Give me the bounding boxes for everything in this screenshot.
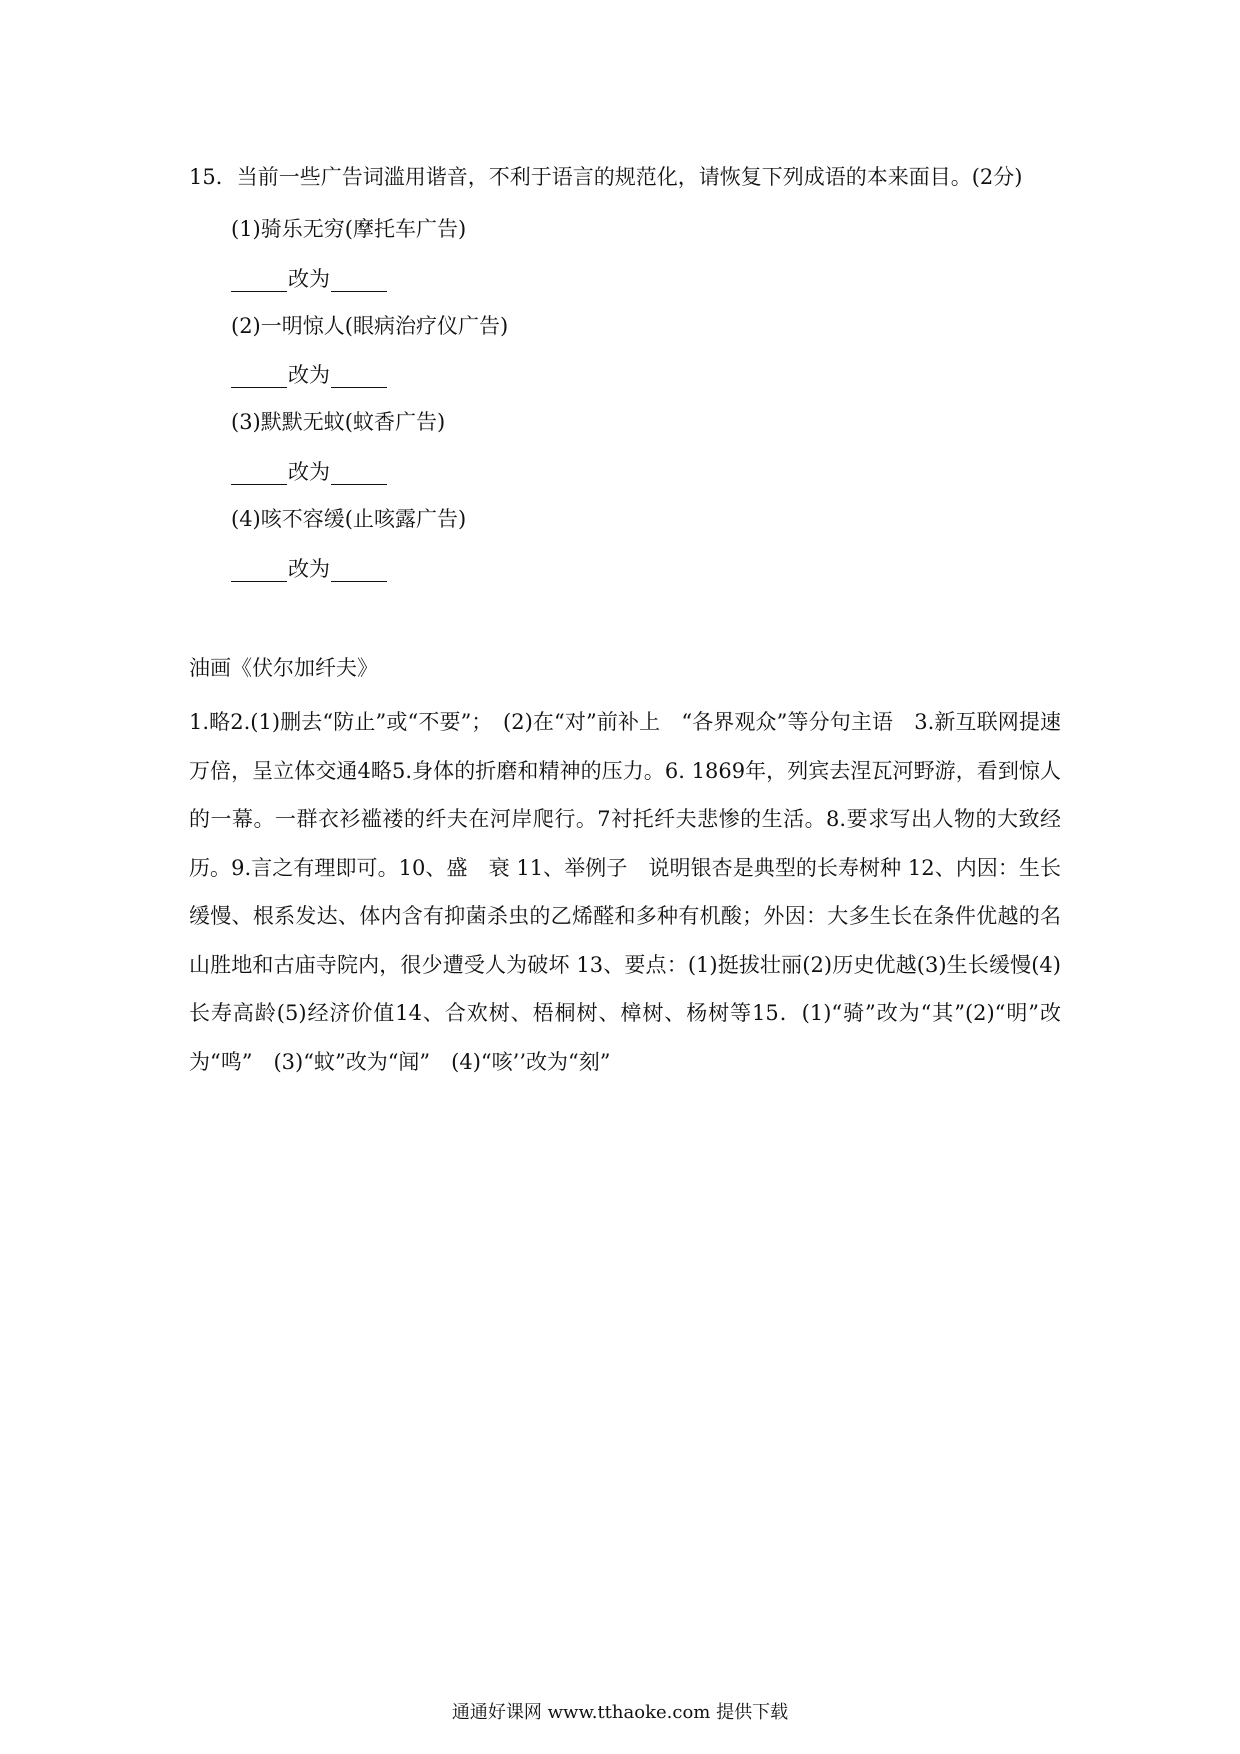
question-title: 15．当前一些广告词滥用谐音，不利于语言的规范化，请恢复下列成语的本来面目。(2分)	[189, 165, 1023, 189]
answer-blank-line-1	[231, 262, 387, 296]
answers-section-title: 油画《伏尔加纤夫》	[189, 656, 378, 680]
answer-blank-line-4	[231, 552, 387, 586]
change-word: 改为	[288, 460, 330, 484]
change-word: 改为	[288, 267, 330, 291]
question-item-2: (2)一明惊人(眼病治疗仪广告)	[231, 314, 509, 338]
blank-corrected	[331, 363, 387, 388]
answer-blank-line-3	[231, 455, 387, 489]
answer-key-paragraph: 1.略2.(1)删去“防止”或“不要”； (2)在“对”前补上 “各界观众”等分句主语 3.新互联网提速万倍，呈立体交通4略5.身体的折磨和精神的压力。6. 1869年，列宾去涅瓦河野游，看到惊人的一幕。一群衣衫褴褛的纤夫在河岸爬行。7衬托纤夫悲惨的生活。8.要求写出人物的大致经历。9.言之有理即可。10、盛 衰 11、举例子 说明银杏是典型的长寿树种 12、内因：生长缓慢、根系发达、体内含有抑菌杀虫的乙烯醛和多种有机酸；外因：大多生长在条件优越的名山胜地和古庙寺院内，很少遭受人为破坏 13、要点：(1)挺拔壮丽(2)历史优越(3)生长缓慢(4)长寿高龄(5)经济价值14、合欢树、梧桐树、樟树、杨树等15．(1)“骑”改为“其”(2)“明”改为“鸣” (3)“蚊”改为“闻” (4)“咳’’改为“刻”	[189, 710, 1061, 1074]
question-item-4: (4)咳不容缓(止咳露广告)	[231, 507, 467, 531]
blank-corrected	[331, 557, 387, 582]
blank-original	[231, 557, 287, 582]
blank-corrected	[331, 267, 387, 292]
blank-corrected	[331, 460, 387, 485]
blank-original	[231, 267, 287, 292]
question-item-3: (3)默默无蚊(蚊香广告)	[231, 410, 446, 434]
change-word: 改为	[288, 557, 330, 581]
question-item-1: (1)骑乐无穷(摩托车广告)	[231, 217, 467, 241]
page-footer: 通通好课网 www.tthaoke.com 提供下载	[451, 1702, 789, 1723]
blank-original	[231, 460, 287, 485]
change-word: 改为	[288, 363, 330, 387]
answer-blank-line-2	[231, 358, 387, 392]
blank-original	[231, 363, 287, 388]
